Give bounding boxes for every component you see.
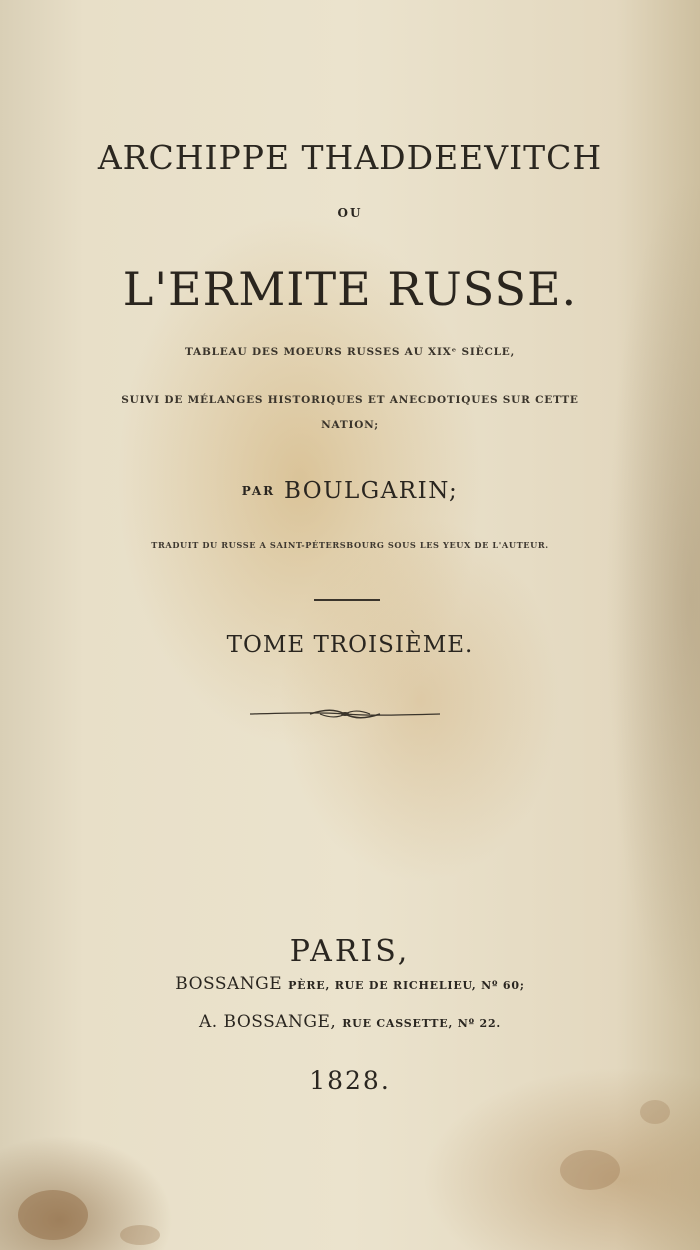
- short-rule-divider: [314, 599, 380, 601]
- title-line-2: L'ERMITE RUSSE.: [122, 262, 578, 316]
- subtitle-line-3: NATION;: [321, 419, 379, 431]
- foxing-spot: [18, 1190, 88, 1240]
- translation-note: TRADUIT DU RUSSE A SAINT-PÉTERSBOURG SOUS LES YEUX DE L'AUTEUR.: [151, 540, 549, 550]
- volume-label: TOME TROISIÈME.: [226, 632, 474, 658]
- author-line: [0, 478, 700, 504]
- publisher-line-1: [0, 974, 700, 994]
- publisher-1-address: PÈRE, RUE DE RICHELIEU, Nº 60;: [288, 979, 525, 992]
- conjunction-ou: OU: [337, 206, 363, 220]
- ornament-divider-icon: [250, 706, 440, 722]
- subtitle-line-1: TABLEAU DES MOEURS RUSSES AU XIXᵉ SIÈCLE,: [184, 346, 516, 358]
- foxing-spot: [640, 1100, 670, 1124]
- title-line-1: ARCHIPPE THADDEEVITCH: [97, 138, 603, 177]
- publisher-2-name: A. BOSSANGE,: [198, 1012, 337, 1032]
- foxing-spot: [560, 1150, 620, 1190]
- author-name: BOULGARIN;: [283, 478, 459, 504]
- publisher-line-2: [0, 1012, 700, 1032]
- subtitle-line-2: SUIVI DE MÉLANGES HISTORIQUES ET ANECDOTIQUES SUR CETTE: [121, 394, 579, 406]
- publisher-1-name: BOSSANGE: [175, 974, 283, 994]
- publisher-2-address: RUE CASSETTE, Nº 22.: [342, 1017, 502, 1030]
- imprint-year: 1828.: [309, 1066, 391, 1095]
- author-prefix: PAR: [241, 484, 276, 498]
- imprint-city: PARIS,: [289, 934, 411, 969]
- foxing-spot: [120, 1225, 160, 1245]
